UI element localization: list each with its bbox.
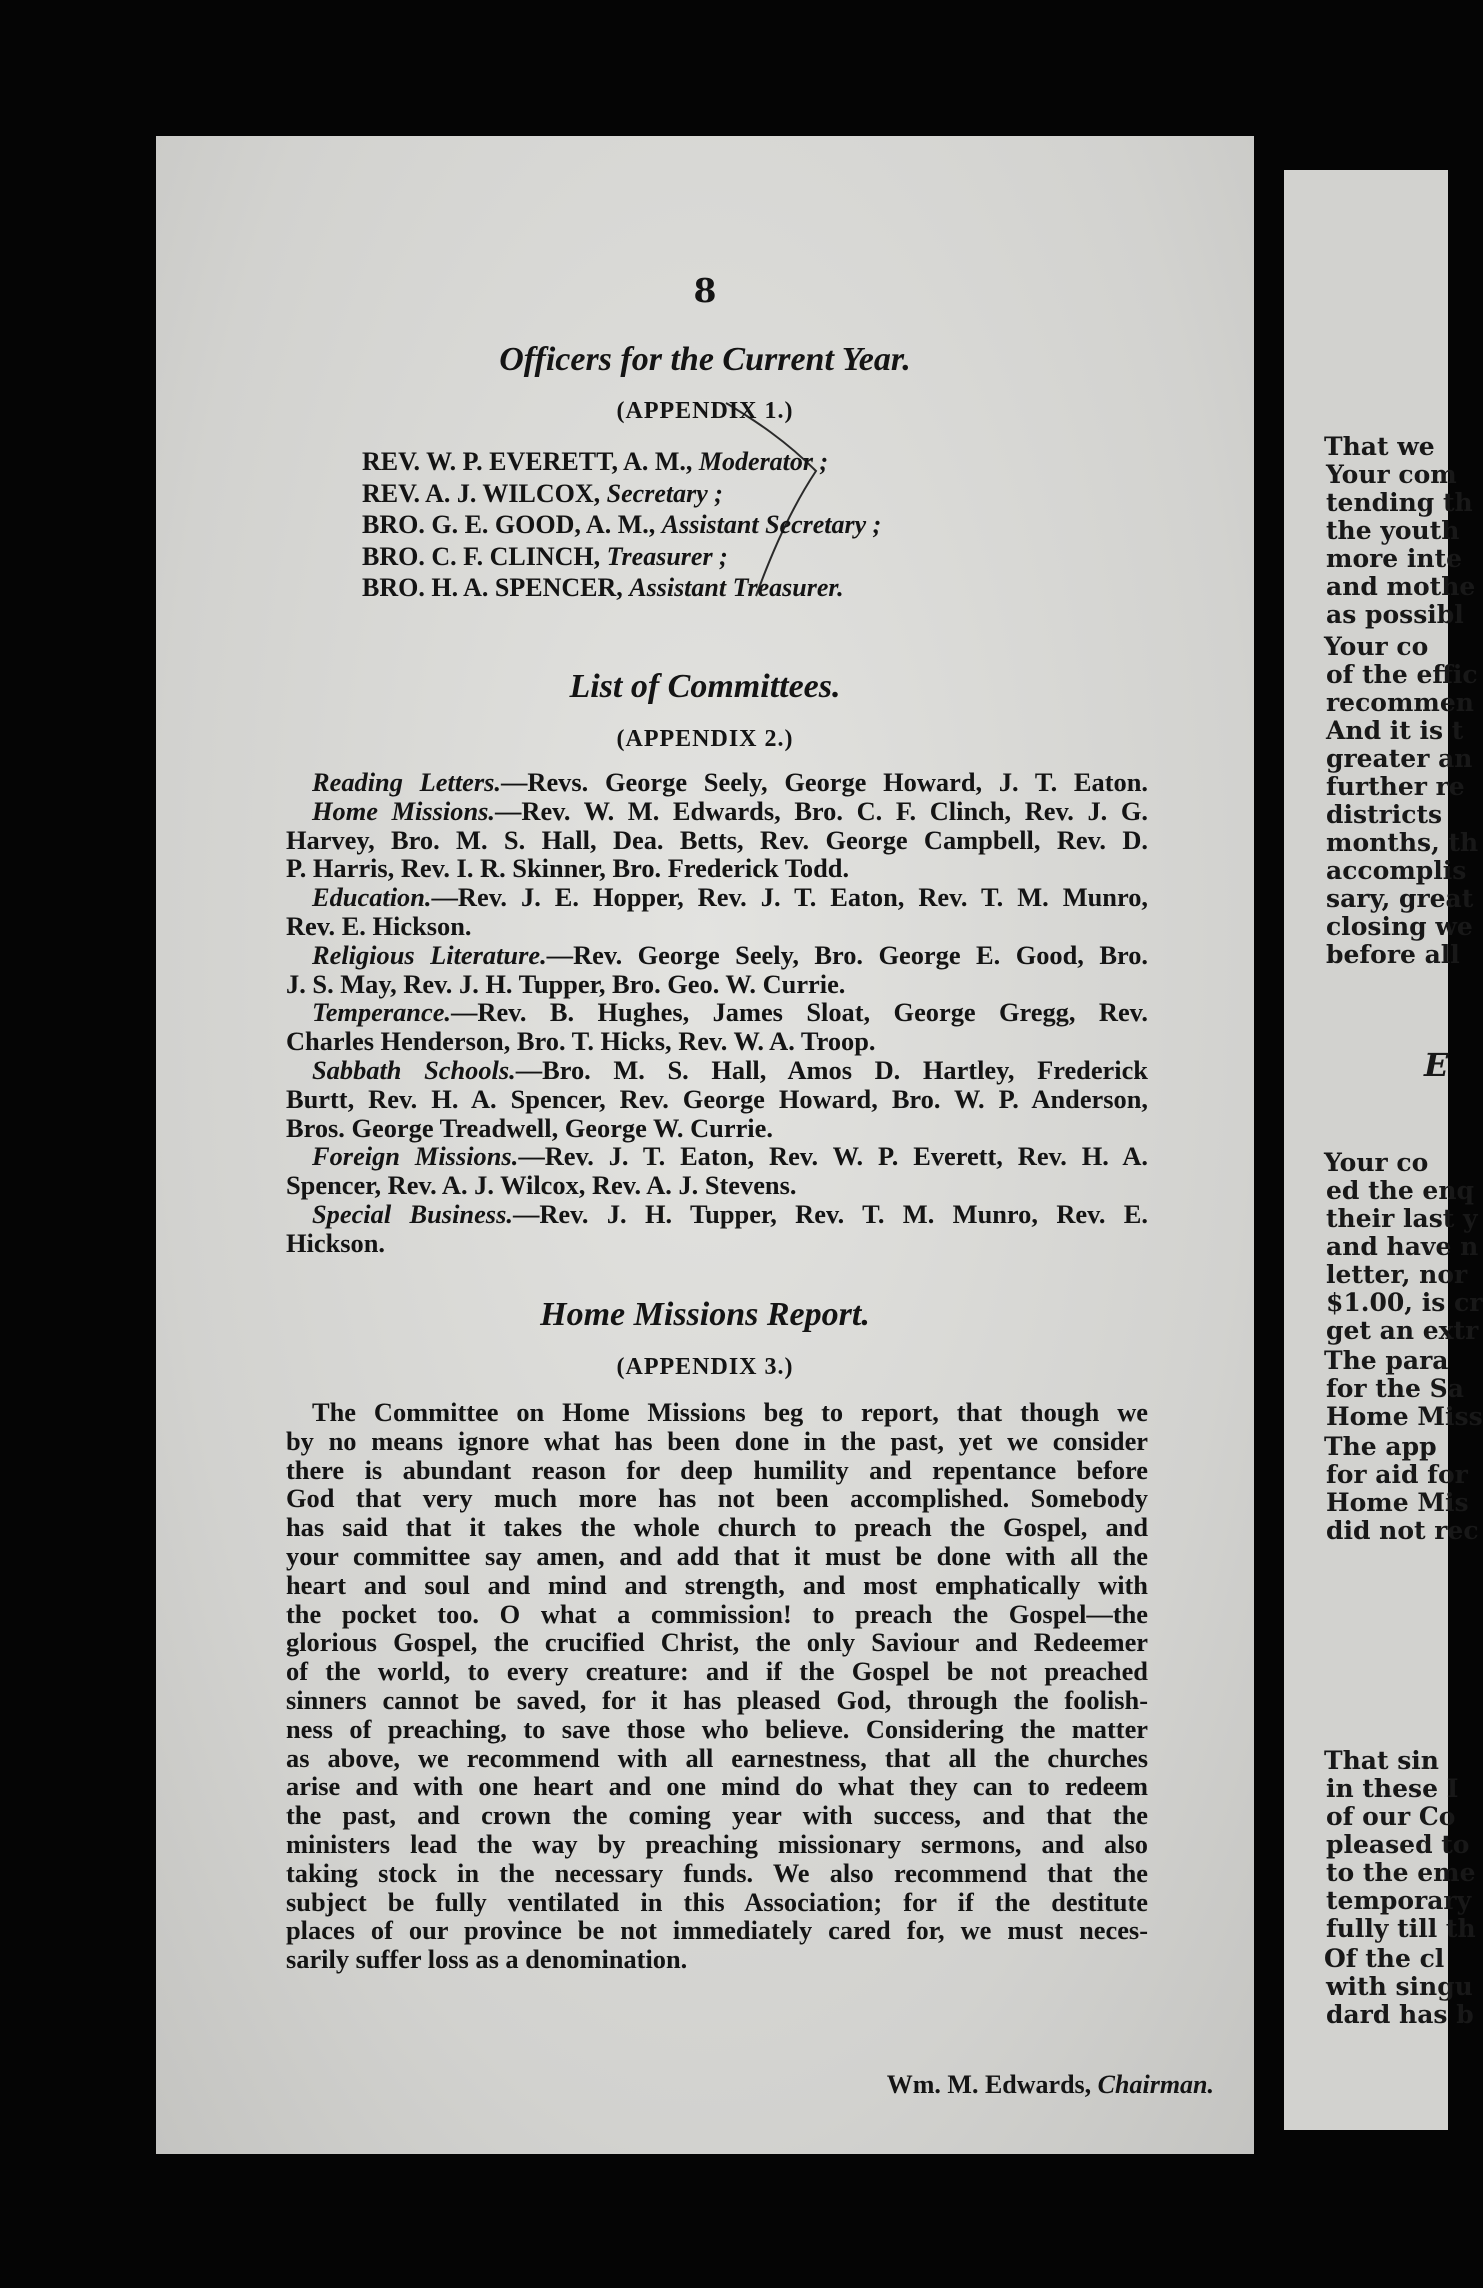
committee-line: P. Harris, Rev. I. R. Skinner, Bro. Frederick Todd. <box>286 853 850 884</box>
report-body <box>286 1398 1148 1974</box>
fragment-line: for the Sa <box>1326 1374 1464 1403</box>
fragment-line: further re <box>1326 772 1465 801</box>
officers-list <box>362 446 881 604</box>
fragment-line: letter, nor <box>1326 1260 1468 1289</box>
fragment-line: $1.00, is cr <box>1326 1288 1483 1317</box>
committee-line: Bros. George Treadwell, George W. Currie. <box>286 1112 773 1143</box>
fragment-line: did not rec <box>1326 1516 1479 1545</box>
book-page <box>156 136 1254 2154</box>
report-line: heart and soul and mind and strength, and most emphatically with <box>286 1569 1148 1600</box>
committee-line: J. S. May, Rev. J. H. Tupper, Bro. Geo. W. Currie. <box>286 968 846 999</box>
officer-role: Secretary ; <box>606 478 723 508</box>
appendix-1-label: (APPENDIX 1.) <box>616 398 794 424</box>
report-line: ministers lead the way by preaching missionary sermons, and also <box>286 1828 1148 1859</box>
fragment-line: and mothe <box>1326 572 1476 601</box>
fragment-line: greater an <box>1326 744 1473 773</box>
fragment-line: in these I <box>1326 1774 1459 1803</box>
fragment-line: and have n <box>1326 1232 1479 1261</box>
committee-line: Home Missions.—Rev. W. M. Edwards, Bro. C. F. Clinch, Rev. J. G. <box>312 795 1149 826</box>
fragment-line: pleased to <box>1326 1830 1470 1859</box>
committee-line: Education.—Rev. J. E. Hopper, Rev. J. T. Eaton, Rev. T. M. Munro, <box>312 882 1148 913</box>
report-line: the past, and crown the coming year with success, and that the <box>286 1800 1148 1831</box>
committees-list <box>286 768 1148 1258</box>
committee-line: Rev. E. Hickson. <box>286 910 472 941</box>
officer-name: BRO. H. A. SPENCER, <box>362 573 623 602</box>
report-signature <box>887 2070 1214 2100</box>
fragment-line: dard has b <box>1326 2000 1474 2029</box>
fragment-line: E <box>1424 1046 1449 1084</box>
report-line: there is abundant reason for deep humility and repentance before <box>286 1454 1148 1485</box>
page-number: 8 <box>693 271 717 310</box>
officer-role: Assistant Treasurer. <box>629 573 844 602</box>
fragment-line: That sin <box>1324 1746 1439 1775</box>
fragment-line: get an extr <box>1326 1316 1479 1345</box>
committee-line: Burtt, Rev. H. A. Spencer, Rev. George Howard, Bro. W. P. Anderson, <box>286 1083 1148 1114</box>
committee-line: Hickson. <box>286 1227 385 1258</box>
fragment-line: accomplis <box>1326 856 1467 885</box>
fragment-line: months, th <box>1326 828 1479 857</box>
report-line: of the world, to every creature: and if the Gospel be not preached <box>286 1656 1148 1687</box>
committee-line: Spencer, Rev. A. J. Wilcox, Rev. A. J. Stevens. <box>286 1170 797 1201</box>
appendix-3-label: (APPENDIX 3.) <box>616 1354 794 1380</box>
fragment-line: temporary <box>1326 1886 1472 1915</box>
fragment-line: their last y <box>1326 1204 1478 1233</box>
officer-row <box>362 446 881 478</box>
committee-line: Harvey, Bro. M. S. Hall, Dea. Betts, Rev. George Campbell, Rev. D. <box>286 824 1148 855</box>
report-line: by no means ignore what has been done in the past, yet we consider <box>286 1425 1148 1456</box>
report-line: The Committee on Home Missions beg to report, that though we <box>312 1397 1148 1427</box>
officer-name: BRO. C. F. CLINCH, <box>362 541 601 571</box>
report-line: has said that it takes the whole church to preach the Gospel, and <box>286 1512 1148 1543</box>
fragment-line: sary, great <box>1326 884 1474 913</box>
fragment-line: Of the cl <box>1324 1944 1445 1973</box>
committee-line: Reading Letters.—Revs. George Seely, George Howard, J. T. Eaton. <box>312 767 1148 797</box>
officer-name: BRO. G. E. GOOD, A. M., <box>362 510 656 539</box>
fragment-line: recommen <box>1326 688 1474 717</box>
officer-name: REV. A. J. WILCOX, <box>362 478 601 508</box>
report-line: your committee say amen, and add that it must be done with all the <box>286 1540 1148 1571</box>
report-heading: Home Missions Report. <box>540 1296 870 1333</box>
fragment-line: fully till th <box>1326 1914 1476 1943</box>
fragment-line: districts <box>1326 800 1443 829</box>
adjacent-page-fragment <box>1284 170 1483 2130</box>
fragment-line: for aid for <box>1326 1460 1468 1489</box>
fragment-line: closing we <box>1326 912 1473 941</box>
fragment-line: before all <box>1326 940 1460 969</box>
report-line: as above, we recommend with all earnestness, that all the churches <box>286 1742 1148 1773</box>
fragment-line: The para <box>1324 1346 1449 1375</box>
report-line: places of our province be not immediately cared for, we must neces- <box>286 1915 1148 1946</box>
officer-name: REV. W. P. EVERETT, A. M., <box>362 447 693 476</box>
fragment-line: Your com <box>1326 460 1457 489</box>
signature-role: Chairman. <box>1097 2070 1214 2099</box>
signature-name: Wm. M. Edwards, <box>886 2070 1092 2099</box>
committees-heading: List of Committees. <box>569 668 841 705</box>
report-line: God that very much more has not been accomplished. Somebody <box>286 1483 1148 1514</box>
fragment-line: as possibl <box>1326 600 1464 629</box>
officer-row <box>362 541 881 573</box>
fragment-line: with singu <box>1326 1972 1473 2001</box>
report-line: sarily suffer loss as a denomination. <box>286 1944 688 1975</box>
fragment-line: Your co <box>1324 632 1429 661</box>
fragment-line: more inte <box>1326 544 1463 573</box>
officer-row <box>362 509 881 541</box>
report-line: glorious Gospel, the crucified Christ, the only Saviour and Redeemer <box>286 1627 1148 1658</box>
officer-role: Treasurer ; <box>606 541 728 571</box>
officer-role: Assistant Secretary ; <box>661 510 882 539</box>
report-line: the pocket too. O what a commission! to preach the Gospel—the <box>286 1598 1148 1629</box>
committee-line: Temperance.—Rev. B. Hughes, James Sloat, George Gregg, Rev. <box>312 997 1148 1028</box>
fragment-line: Your co <box>1324 1148 1429 1177</box>
fragment-line: tending th <box>1326 488 1473 517</box>
officer-row <box>362 478 881 510</box>
report-line: ness of preaching, to save those who believe. Considering the matter <box>286 1713 1148 1744</box>
officer-row <box>362 572 881 604</box>
fragment-line: ed the enq <box>1326 1176 1474 1205</box>
report-line: arise and with one heart and one mind do what they can to redeem <box>286 1771 1148 1802</box>
officer-role: Moderator ; <box>698 447 829 476</box>
fragment-line: Home Mis <box>1326 1488 1469 1517</box>
officers-heading: Officers for the Current Year. <box>499 341 911 378</box>
report-line: sinners cannot be saved, for it has pleased God, through the foolish- <box>286 1684 1148 1715</box>
fragment-line: of our Co <box>1326 1802 1456 1831</box>
fragment-line: And it is t <box>1326 716 1464 745</box>
committee-line: Charles Henderson, Bro. T. Hicks, Rev. W. A. Troop. <box>286 1026 876 1057</box>
committee-line: Sabbath Schools.—Bro. M. S. Hall, Amos D. Hartley, Frederick <box>312 1054 1148 1085</box>
fragment-line: Home Miss <box>1326 1402 1483 1431</box>
report-line: taking stock in the necessary funds. We also recommend that the <box>286 1857 1148 1888</box>
committee-line: Religious Literature.—Rev. George Seely, Bro. George E. Good, Bro. <box>312 939 1148 970</box>
fragment-line: the youth <box>1326 516 1460 545</box>
report-line: subject be fully ventilated in this Association; for if the destitute <box>286 1886 1148 1917</box>
fragment-line: The app <box>1324 1432 1437 1461</box>
fragment-line: of the effic <box>1326 660 1478 689</box>
fragment-line: to the eme <box>1326 1858 1476 1887</box>
appendix-2-label: (APPENDIX 2.) <box>616 726 794 752</box>
fragment-line: That we <box>1324 432 1435 461</box>
committee-line: Special Business.—Rev. J. H. Tupper, Rev. T. M. Munro, Rev. E. <box>312 1198 1148 1229</box>
committee-line: Foreign Missions.—Rev. J. T. Eaton, Rev. W. P. Everett, Rev. H. A. <box>312 1141 1148 1172</box>
